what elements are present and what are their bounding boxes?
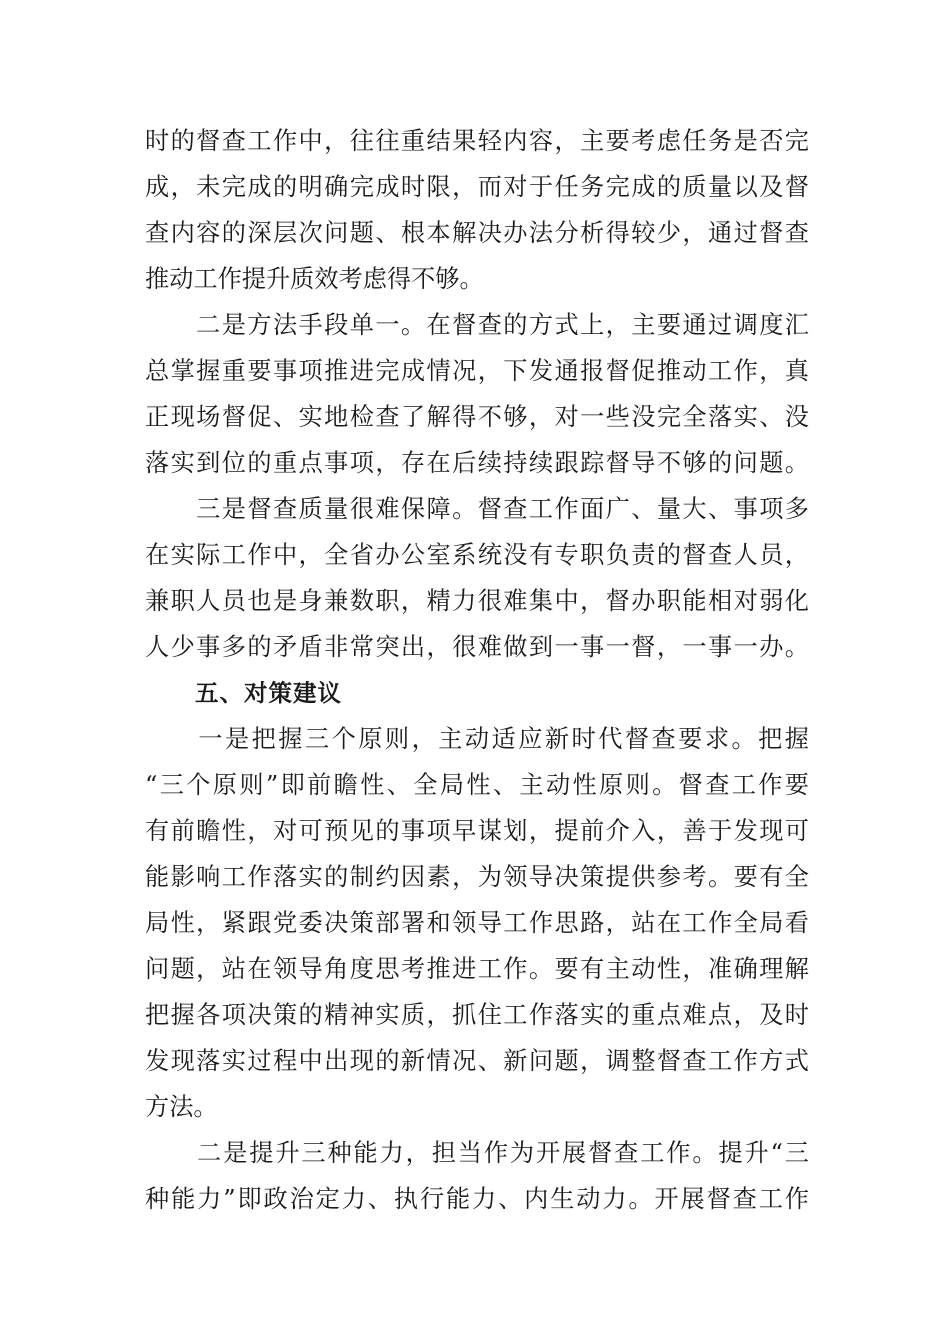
text-line: 发现落实过程中出现的新情况、新问题，调整督查工作方式 — [145, 1047, 809, 1075]
document-body — [145, 118, 809, 1222]
paragraph-method — [145, 302, 809, 486]
text-line: 时的督查工作中，往往重结果轻内容，主要考虑任务是否完 — [145, 127, 809, 155]
text-line: 在实际工作中，全省办公室系统没有专职负责的督查人员， — [145, 541, 809, 569]
text-line: 推动工作提升质效考虑得不够。 — [145, 265, 484, 293]
text-line: 成，未完成的明确完成时限，而对于任务完成的质量以及督 — [145, 173, 809, 201]
paragraph-principles — [145, 716, 809, 1130]
text-line: 能影响工作落实的制约因素，为领导决策提供参考。要有全 — [145, 863, 809, 891]
text-line: 把握各项决策的精神实质，抓住工作落实的重点难点，及时 — [145, 1001, 809, 1029]
paragraph-quality — [145, 486, 809, 670]
section-heading: 五、对策建议 — [195, 679, 342, 707]
text-line: 二是提升三种能力，担当作为开展督查工作。提升“三 — [145, 1139, 809, 1167]
text-line: 局性，紧跟党委决策部署和领导工作思路，站在工作全局看 — [145, 909, 809, 937]
text-line: 落实到位的重点事项，存在后续持续跟踪督导不够的问题。 — [145, 449, 809, 477]
paragraph-continuation — [145, 118, 809, 302]
text-line: 总掌握重要事项推进完成情况，下发通报督促推动工作，真 — [145, 357, 809, 385]
text-line: 有前瞻性，对可预见的事项早谋划，提前介入，善于发现可 — [145, 817, 809, 845]
text-line: “三个原则”即前瞻性、全局性、主动性原则。督查工作要 — [145, 771, 809, 799]
text-line: 种能力”即政治定力、执行能力、内生动力。开展督查工作 — [145, 1185, 809, 1213]
text-line: 二是方法手段单一。在督查的方式上，主要通过调度汇 — [145, 311, 809, 339]
text-line: 三是督查质量很难保障。督查工作面广、量大、事项多 — [145, 495, 809, 523]
text-line: 兼职人员也是身兼数职，精力很难集中，督办职能相对弱化 — [145, 587, 809, 615]
text-line: 正现场督促、实地检查了解得不够，对一些没完全落实、没 — [145, 403, 809, 431]
text-line: 一是把握三个原则，主动适应新时代督查要求。把握 — [145, 725, 809, 753]
text-line: 问题，站在领导角度思考推进工作。要有主动性，准确理解 — [145, 955, 809, 983]
paragraph-abilities — [145, 1130, 809, 1222]
text-line: 查内容的深层次问题、根本解决办法分析得较少，通过督查 — [145, 219, 809, 247]
text-line: 方法。 — [145, 1093, 218, 1121]
text-line: 人少事多的矛盾非常突出，很难做到一事一督，一事一办。 — [145, 633, 809, 661]
